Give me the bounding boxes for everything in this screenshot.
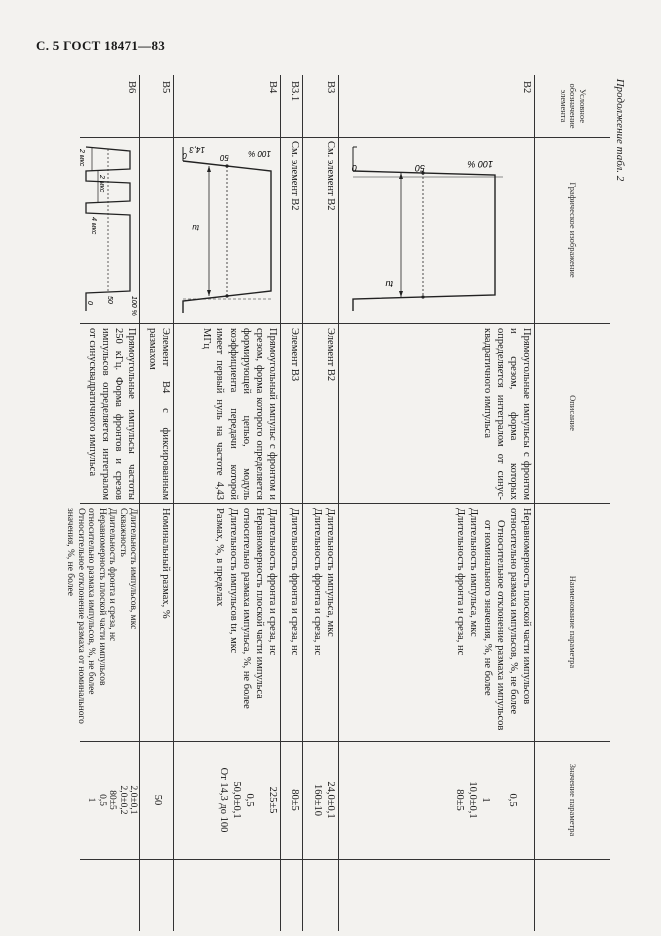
- param-line: Длительность фронта и среза, нс: [107, 508, 118, 642]
- page-header: С. 5 ГОСТ 18471—83: [36, 38, 166, 53]
- param-line: Относительное отклонение размаха от номинального значения, %, не более: [65, 508, 86, 724]
- param-line: Неравномерность плоской части импульса относительно размаха импульса, %, не более: [240, 508, 265, 709]
- row-code: B5: [160, 81, 171, 94]
- param-line: Номинальный размах, %: [160, 508, 171, 619]
- row-parameters: [288, 508, 301, 740]
- row-code: B3.1: [289, 81, 300, 102]
- param-line: Длительность импульсов, мкс: [128, 508, 138, 630]
- param-line: Относительное отклонение размаха импульсов от номинального значения, %, не более: [481, 520, 506, 731]
- row-parameters: [65, 508, 138, 740]
- param-line: Неравномерность плоской части импульсов относительно размаха импульсов, %, не более: [86, 508, 107, 695]
- row-description: Прямоугольные импульсы частоты 250 кГц. Форма фронтов и срезов импульсов определяется интегралом от синусквадратичного импульса: [86, 328, 137, 500]
- pulse-graphic-b4: [173, 141, 279, 319]
- table-row-b2: [338, 75, 535, 931]
- value-line: От 14,3 до 100: [217, 767, 229, 833]
- label-b: 2 мкс: [98, 175, 105, 193]
- row-parameters: [159, 508, 172, 740]
- row-values: [86, 745, 138, 855]
- param-line: Длительность фронта и среза, нс: [311, 508, 323, 656]
- row-description: Прямоугольный импульс с фронтом и срезом, форма которого определяется формирующей цепью, модуль коэффициента передачи которой имеет первый нуль на частоте 4,43 МГц: [201, 328, 278, 500]
- parameters-table: [65, 75, 610, 931]
- value-line: 2,0±0,1: [128, 785, 138, 815]
- pulse-diagram-b4: [177, 141, 279, 319]
- row-description: Элемент B3: [289, 328, 300, 382]
- param-line: Неравномерность плоской части импульсов относительно размаха импульсов, %, не более: [507, 508, 532, 715]
- row-values: [311, 745, 337, 855]
- row-description: Элемент B2: [325, 328, 336, 382]
- pulse-diagram-b2: [343, 141, 533, 319]
- value-line: 225±5: [267, 786, 278, 814]
- label-a: 2 мкс: [78, 149, 85, 167]
- table-row-b3: [302, 75, 339, 931]
- header-graphic: Графическое изображение: [568, 182, 579, 278]
- table-row-b6: [65, 75, 140, 931]
- param-line: Размах, %, в пределах: [214, 508, 226, 607]
- label-100: 100 %: [248, 149, 271, 158]
- header-description: Описание: [568, 395, 579, 431]
- value-line: 50,0±0,1: [230, 781, 242, 819]
- row-parameters: [213, 508, 279, 740]
- pulse-diagram-b6: [80, 141, 138, 319]
- row-description: Прямоугольные импульсы с фронтом и срезом, форма которых определяется интегралом от синус-квадратичного импульса: [481, 328, 532, 500]
- row-values: [217, 745, 280, 855]
- value-line: 2,0±0,2: [117, 785, 128, 815]
- value-line: 160±10: [311, 783, 323, 816]
- value-line: 1: [479, 797, 491, 803]
- value-line: 0,5: [96, 794, 107, 806]
- row-code: B4: [267, 81, 278, 94]
- row-values: [288, 745, 301, 855]
- label-tau: tи: [385, 279, 393, 289]
- row-code: B2: [521, 81, 532, 94]
- param-line: Длительность импульса, мкс: [325, 508, 336, 637]
- label-50: 50: [414, 163, 425, 173]
- param-line: Скважность: [117, 508, 128, 557]
- param-line: Длительность фронта и среза, нс: [289, 508, 300, 656]
- label-0: 0: [351, 163, 357, 173]
- row-parameters: [311, 508, 337, 740]
- pulse-graphic-b2: [339, 141, 533, 319]
- value-line: 0,5: [243, 793, 255, 807]
- row-code: B6: [126, 81, 137, 94]
- value-line: 80±5: [107, 790, 118, 810]
- row-values: [151, 745, 172, 855]
- value-line: 50: [152, 794, 163, 806]
- value-line: 80±5: [289, 789, 300, 811]
- label-tau: tи: [192, 223, 199, 232]
- label-100: 100 %: [467, 159, 493, 169]
- value-line: 1: [86, 797, 97, 803]
- param-line: Длительность фронта и среза, нс: [455, 508, 467, 656]
- label-100: 100 %: [130, 296, 137, 316]
- row-values: [453, 745, 534, 855]
- value-line: 0,5: [507, 793, 518, 807]
- row-description: Элемент B4 с фиксированным размахом: [146, 328, 171, 500]
- table-row-b5: [139, 75, 174, 931]
- value-line: 24,0±0,1: [325, 781, 336, 819]
- table-container: [65, 75, 610, 931]
- graphic-reference: См. элемент B2: [289, 141, 300, 211]
- label-c: 4 мкс: [90, 217, 97, 235]
- label-0: 0: [86, 301, 93, 305]
- param-line: Длительность импульсов tи, мкс: [227, 508, 239, 654]
- table-continuation-note: [613, 70, 627, 190]
- label-0: 0: [182, 151, 187, 160]
- header-param-value: Значение параметра: [568, 763, 579, 837]
- label-14-3: 14,3: [189, 145, 205, 154]
- row-parameters: [454, 508, 533, 740]
- label-50: 50: [220, 153, 229, 162]
- table-row-b3-1: [280, 75, 303, 931]
- label-50: 50: [106, 296, 113, 304]
- header-param-name: Наименование параметра: [568, 575, 579, 669]
- continuation-text: Продолжение табл. 2: [614, 78, 626, 182]
- param-line: Длительность импульса, мкс: [468, 508, 480, 637]
- value-line: 10,0±0,1: [466, 781, 478, 819]
- pulse-graphic-b6: [76, 141, 138, 319]
- table-row-b4: [173, 75, 281, 931]
- row-code: B3: [325, 81, 336, 94]
- value-line: 80±5: [453, 789, 465, 811]
- graphic-reference: См. элемент B2: [325, 141, 336, 211]
- header-code: Условное обозначение элемента: [558, 83, 589, 129]
- param-line: Длительность фронта и среза, нс: [267, 508, 278, 656]
